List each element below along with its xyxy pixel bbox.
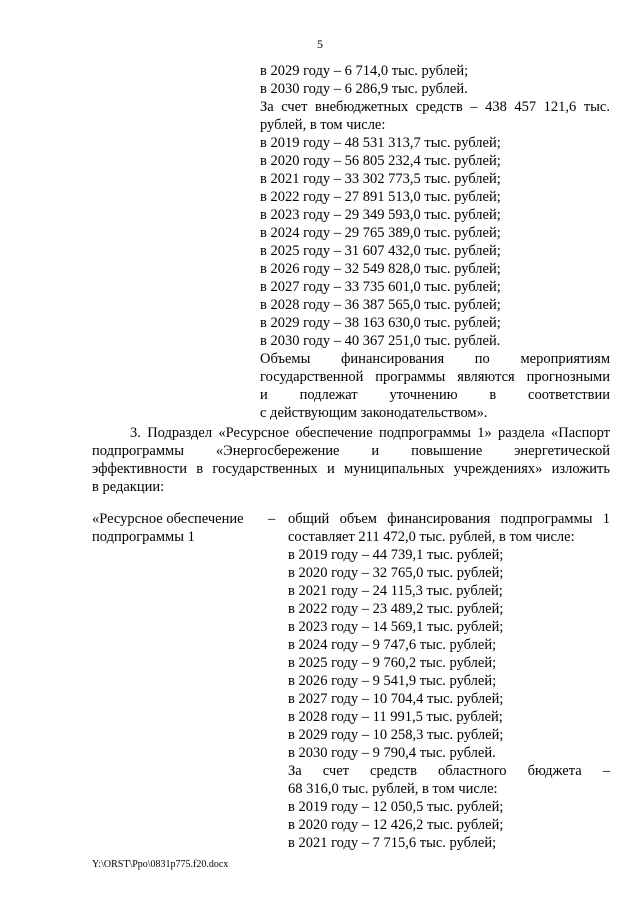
file-path-footer: Y:\ORST\Ppo\0831p775.f20.docx [92,859,229,870]
year-line: в 2020 году – 32 765,0 тыс. рублей; [288,565,504,581]
paragraph-line: 3. Подраздел «Ресурсное обеспечение подпрограммы 1» раздела «Паспорт [130,425,610,441]
extrabudget-heading-cont: рублей, в том числе: [260,117,386,133]
label-line: «Ресурсное обеспечение [92,511,244,527]
note-line: с действующим законодательством». [260,405,488,421]
year-line: в 2025 году – 9 760,2 тыс. рублей; [288,655,497,671]
paragraph-line: подпрограммы «Энергосбережение и повышение энергетической [92,443,610,459]
year-line: в 2024 году – 9 747,6 тыс. рублей; [288,637,497,653]
year-line: в 2020 году – 56 805 232,4 тыс. рублей; [260,153,501,169]
year-line: в 2023 году – 14 569,1 тыс. рублей; [288,619,504,635]
regional-year-line: в 2019 году – 12 050,5 тыс. рублей; [288,799,504,815]
year-line: в 2029 году – 38 163 630,0 тыс. рублей; [260,315,501,331]
section-3-paragraph [92,424,610,496]
year-line: в 2027 году – 10 704,4 тыс. рублей; [288,691,504,707]
year-line: в 2022 году – 23 489,2 тыс. рублей; [288,601,504,617]
year-line: в 2023 году – 29 349 593,0 тыс. рублей; [260,207,501,223]
paragraph-line: эффективности в государственных и муниципальных учреждениях» изложить [92,461,610,477]
resource-table-label [92,510,262,546]
text-line: в 2029 году – 6 714,0 тыс. рублей; [260,63,469,79]
year-line: в 2019 году – 44 739,1 тыс. рублей; [288,547,504,563]
year-line: в 2030 году – 9 790,4 тыс. рублей. [288,745,496,761]
year-line: в 2025 году – 31 607 432,0 тыс. рублей; [260,243,501,259]
year-line: в 2021 году – 24 115,3 тыс. рублей; [288,583,503,599]
year-line: в 2026 году – 9 541,9 тыс. рублей; [288,673,497,689]
year-line: в 2024 году – 29 765 389,0 тыс. рублей; [260,225,501,241]
year-line: в 2021 году – 33 302 773,5 тыс. рублей; [260,171,501,187]
resource-table-values [288,510,610,852]
year-line: в 2019 году – 48 531 313,7 тыс. рублей; [260,135,501,151]
extrabudget-heading: За счет внебюджетных средств – 438 457 121,6 тыс. [260,99,610,115]
total-line: общий объем финансирования подпрограммы 1 [288,511,610,527]
paragraph-line: в редакции: [92,479,165,495]
page-number: 5 [317,37,323,51]
year-line: в 2027 году – 33 735 601,0 тыс. рублей; [260,279,501,295]
regional-heading: За счет средств областного бюджета – [288,763,610,779]
year-line: в 2028 году – 36 387 565,0 тыс. рублей; [260,297,501,313]
table-dash: – [268,511,276,527]
text-line: в 2030 году – 6 286,9 тыс. рублей. [260,81,468,97]
regional-year-line: в 2021 году – 7 715,6 тыс. рублей; [288,835,497,851]
note-line: и подлежат уточнению в соответствии [260,387,610,403]
label-line: подпрограммы 1 [92,529,195,545]
year-line: в 2030 году – 40 367 251,0 тыс. рублей. [260,333,501,349]
funding-continuation-block [260,62,610,422]
regional-year-line: в 2020 году – 12 426,2 тыс. рублей; [288,817,504,833]
note-line: государственной программы являются прогнозными [260,369,610,385]
year-line: в 2029 году – 10 258,3 тыс. рублей; [288,727,504,743]
year-line: в 2026 году – 32 549 828,0 тыс. рублей; [260,261,501,277]
year-line: в 2028 году – 11 991,5 тыс. рублей; [288,709,503,725]
regional-heading-cont: 68 316,0 тыс. рублей, в том числе: [288,781,498,797]
note-line: Объемы финансирования по мероприятиям [260,351,610,367]
total-line: составляет 211 472,0 тыс. рублей, в том числе: [288,529,575,545]
year-line: в 2022 году – 27 891 513,0 тыс. рублей; [260,189,501,205]
